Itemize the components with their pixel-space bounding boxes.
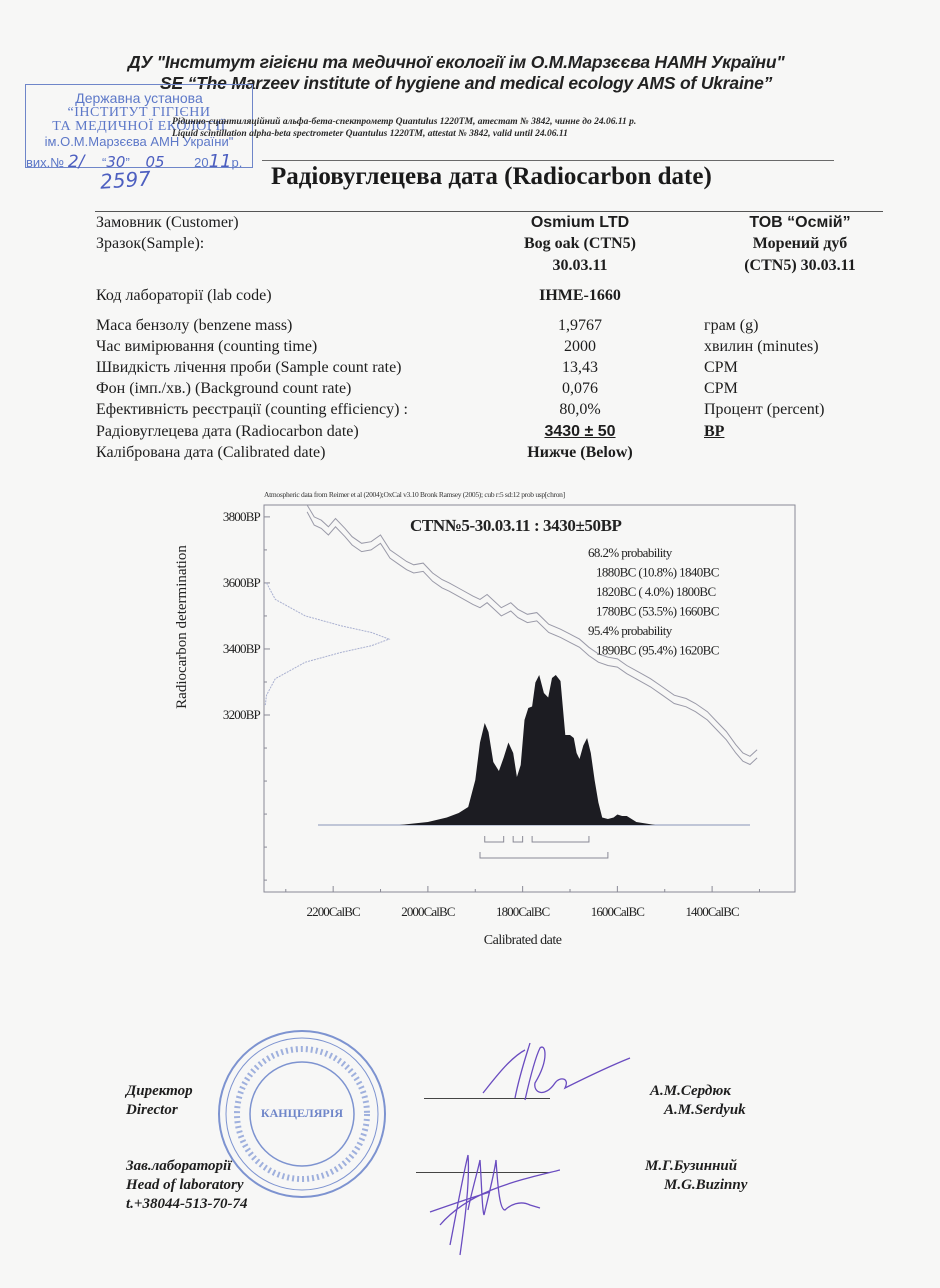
sample-value-en-line2: 30.03.11 xyxy=(552,257,608,274)
head-signature xyxy=(410,1150,560,1260)
x-tick-label: 1600CalBC xyxy=(590,904,645,919)
measurement-label: Радіовуглецева дата (Radiocarbon date) xyxy=(96,423,359,440)
head-name-ua: М.Г.Бузинний xyxy=(645,1158,738,1174)
measurement-value: 13,43 xyxy=(562,359,598,376)
head-title-ua: Зав.лабораторії xyxy=(126,1158,232,1174)
measurement-label: Ефективність реєстрації (counting efficiency) : xyxy=(96,401,408,418)
head-title-en: Head of laboratory xyxy=(126,1177,244,1193)
probability-annotation-line: 1880BC (10.8%) 1840BC xyxy=(596,564,719,580)
sample-value-ua-line2: (CTN5) 30.03.11 xyxy=(744,257,856,274)
x-tick-label: 1400CalBC xyxy=(685,904,739,919)
measurement-label: Швидкість лічення проби (Sample count rate) xyxy=(96,359,402,376)
probability-annotation-line: 95.4% probability xyxy=(588,623,672,638)
instrument-info-ua: Рідинно-сцинтиляційний альфа-бета-спектрометр Quantulus 1220TM, атестат № 3842, чинне до 24.06.11 р. xyxy=(172,117,637,127)
y-axis xyxy=(223,509,270,880)
probability-annotation-line: 68.2% probability xyxy=(588,545,672,560)
lab-code-value: IHME-1660 xyxy=(539,287,621,304)
range-68-bracket xyxy=(513,836,522,842)
director-title-en: Director xyxy=(126,1102,178,1118)
signature-stroke xyxy=(430,1155,560,1255)
director-signature xyxy=(475,1038,635,1113)
measurement-value: 1,9767 xyxy=(558,317,602,334)
stamp-line-1: Державна установа xyxy=(75,90,203,106)
chart-source-note: Atmospheric data from Reimer et al (2004);OxCal v3.10 Bronk Ramsey (2005); cub r:5 sd:12 prob usp[chron] xyxy=(264,490,565,499)
probability-range-brackets xyxy=(480,836,608,858)
probability-annotation-line: 1890BC (95.4%) 1620BC xyxy=(596,642,719,658)
lab-code-label: Код лабораторії (lab code) xyxy=(96,287,272,304)
head-name-en: M.G.Buzinny xyxy=(664,1177,748,1193)
calibration-chart xyxy=(150,485,810,955)
measurement-value: 0,076 xyxy=(562,380,598,397)
y-tick-label: 3400BP xyxy=(222,640,260,656)
signature-stroke xyxy=(483,1043,630,1100)
chart-title: CTN№5-30.03.11 : 3430±50BP xyxy=(410,516,622,535)
measurement-label: Час вимірювання (counting time) xyxy=(96,338,318,355)
director-name-ua: А.М.Сердюк xyxy=(650,1083,731,1099)
measurement-label: Маса бензолу (benzene mass) xyxy=(96,317,293,334)
instrument-info-en: Liquid scintillation alpha-beta spectrometer Quantulus 1220TM, attestat № 3842, valid until 24.06.11 xyxy=(172,129,568,139)
stamp-line-4: ім.О.М.Марзєєва АМН України" xyxy=(44,134,234,149)
document-title: Радіовуглецева дата (Radiocarbon date) xyxy=(271,163,712,190)
outgoing-year-unit: р. xyxy=(231,155,243,170)
range-95-bracket xyxy=(480,852,608,858)
measurement-unit: хвилин (minutes) xyxy=(704,338,819,355)
customer-label: Замовник (Customer) xyxy=(96,214,239,231)
director-title-ua: Директор xyxy=(126,1083,193,1099)
lab-phone: t.+38044-513-70-74 xyxy=(126,1196,248,1212)
x-axis xyxy=(286,886,760,919)
range-68-bracket xyxy=(532,836,589,842)
measurement-label: Калібрована дата (Calibrated date) xyxy=(96,444,326,461)
radiocarbon-distribution xyxy=(265,583,389,705)
x-axis-label: Calibrated date xyxy=(483,933,562,948)
y-tick-label: 3800BP xyxy=(222,508,260,524)
outgoing-year-suffix: 11 xyxy=(208,151,232,172)
measurement-unit: CPM xyxy=(704,359,738,376)
outgoing-month: 05 xyxy=(145,153,165,171)
institute-name-ua: ДУ "Інститут гігієни та медичної екології ім О.М.Марзєєва НАМН України" xyxy=(128,52,785,72)
institute-name-en: SE “The Marzeev institute of hygiene and medical ecology AMS of Ukraine” xyxy=(160,73,773,93)
measurement-unit: Процент (percent) xyxy=(704,401,825,418)
sample-value-en-line1: Bog oak (CTN5) xyxy=(523,235,636,252)
header-divider xyxy=(262,160,834,161)
title-divider xyxy=(95,211,883,212)
outgoing-day: 30 xyxy=(106,153,126,171)
stamp-line-3: ТА МЕДИЧНОЇ ЕКОЛОГІЇ xyxy=(52,119,226,134)
seal-center-text: КАНЦЕЛЯРІЯ xyxy=(260,1106,344,1120)
x-tick-label: 1800CalBC xyxy=(495,904,550,919)
radiocarbon-date-value: 3430 ± 50 xyxy=(544,423,616,440)
outgoing-year-prefix: 20 xyxy=(194,155,209,170)
plot-frame xyxy=(264,505,795,892)
range-68-bracket xyxy=(485,836,504,842)
y-tick-label: 3600BP xyxy=(222,574,260,590)
radiocarbon-date-unit: BP xyxy=(704,423,725,440)
calibrated-date-value: Нижче (Below) xyxy=(527,444,633,461)
x-tick-label: 2200CalBC xyxy=(306,904,360,919)
outgoing-number: 2/ xyxy=(67,152,85,172)
measurement-value: 2000 xyxy=(564,338,596,355)
outgoing-number-line: вих.№ 2/ “30” 05 2011р. xyxy=(26,151,243,172)
outgoing-label: вих.№ xyxy=(26,155,65,170)
measurement-value: 80,0% xyxy=(559,401,601,418)
calibrated-distribution xyxy=(400,675,656,825)
probability-annotation-line: 1820BC ( 4.0%) 1800BC xyxy=(596,584,716,599)
measurement-unit: CPM xyxy=(704,380,738,397)
outgoing-number-2: 2597 xyxy=(99,166,152,194)
director-name-en: A.M.Serdyuk xyxy=(664,1102,746,1118)
y-axis-label: Radiocarbon determination xyxy=(174,545,190,709)
stamp-line-2: “ІНСТИТУТ ГІГІЄНИ xyxy=(67,105,211,120)
measurement-unit: грам (g) xyxy=(704,317,759,334)
customer-value-en: Osmium LTD xyxy=(530,214,630,231)
probability-annotation-line: 1780BC (53.5%) 1660BC xyxy=(596,603,719,619)
sample-label: Зразок(Sample): xyxy=(96,235,205,252)
measurement-label: Фон (імп./хв.) (Background count rate) xyxy=(96,380,352,397)
probability-annotations xyxy=(588,545,719,658)
customer-value-ua: ТОВ “Осмій” xyxy=(749,214,851,231)
x-tick-label: 2000CalBC xyxy=(401,904,455,919)
y-tick-label: 3200BP xyxy=(222,707,260,723)
sample-value-ua-line1: Морений дуб xyxy=(752,235,848,252)
